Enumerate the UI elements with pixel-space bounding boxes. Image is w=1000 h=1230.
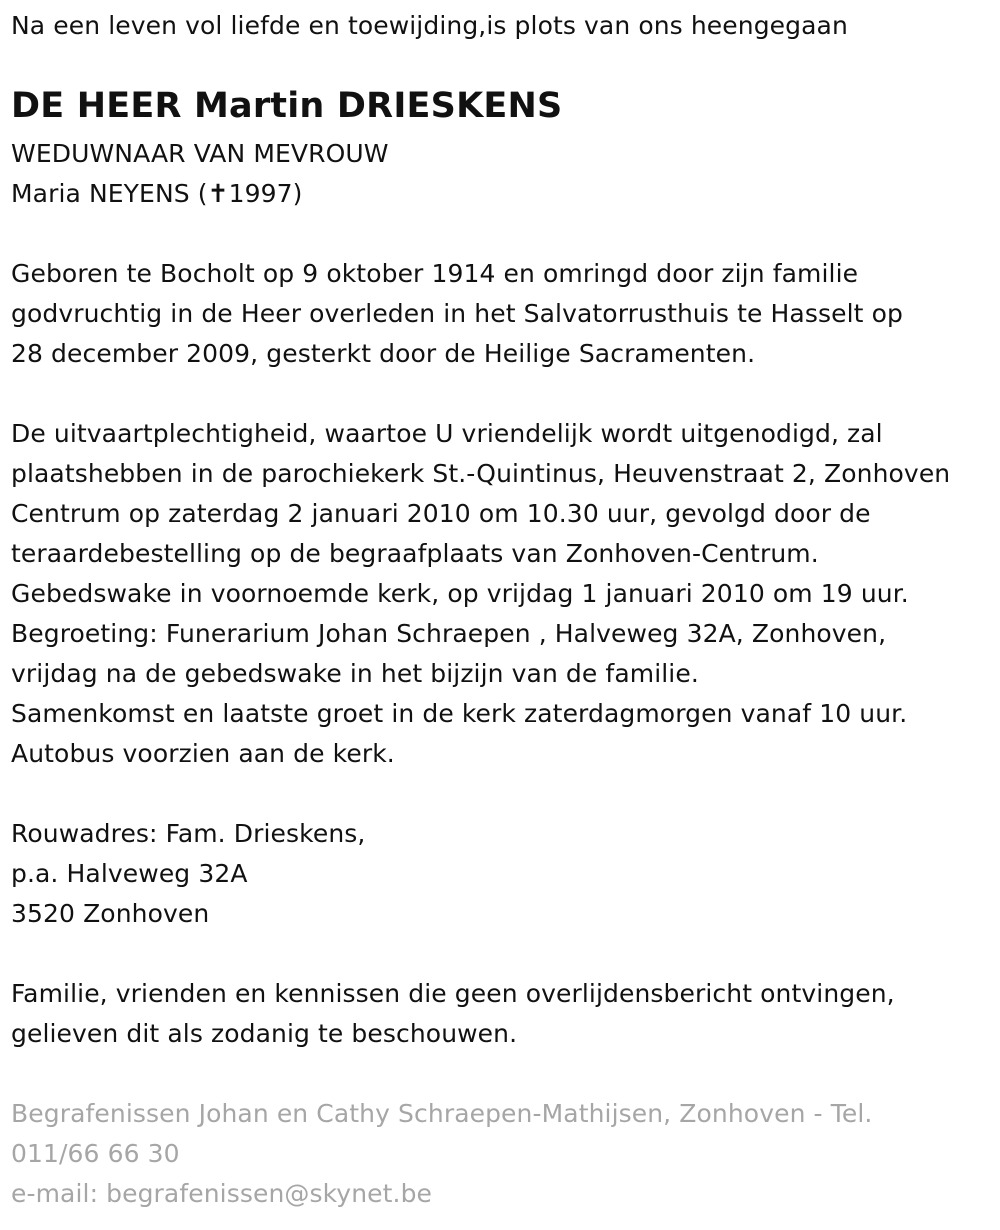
- footer-line: Begrafenissen Johan en Cathy Schraepen-Mathijsen, Zonhoven - Tel.: [11, 1099, 873, 1128]
- spouse-line: WEDUWNAAR VAN MEVROUW: [11, 139, 389, 168]
- paragraph-line: 28 december 2009, gesterkt door de Heilige Sacramenten.: [11, 339, 756, 368]
- footer-phone: 011/66 66 30: [11, 1139, 180, 1168]
- paragraph-line: gelieven dit als zodanig te beschouwen.: [11, 1019, 518, 1048]
- paragraph-line: vrijdag na de gebedswake in het bijzijn van de familie.: [11, 659, 699, 688]
- footer-email: e-mail: begrafenissen@skynet.be: [11, 1179, 433, 1208]
- spouse-block: [11, 134, 389, 214]
- paragraph-line: godvruchtig in de Heer overleden in het Salvatorrusthuis te Hasselt op: [11, 299, 903, 328]
- family-notice: [11, 974, 895, 1054]
- address-line: 3520 Zonhoven: [11, 899, 210, 928]
- paragraph-line: Begroeting: Funerarium Johan Schraepen , Halveweg 32A, Zonhoven,: [11, 619, 887, 648]
- paragraph-line: plaatshebben in de parochiekerk St.-Quintinus, Heuvenstraat 2, Zonhoven: [11, 459, 951, 488]
- funeral-home-footer: [11, 1094, 872, 1214]
- intro-text: Na een leven vol liefde en toewijding,is plots van ons heengegaan: [11, 11, 848, 40]
- address-line: p.a. Halveweg 32A: [11, 859, 248, 888]
- deceased-name: DE HEER Martin DRIESKENS: [11, 86, 563, 126]
- paragraph-line: Centrum op zaterdag 2 januari 2010 om 10.30 uur, gevolgd door de: [11, 499, 871, 528]
- paragraph-line: Geboren te Bocholt op 9 oktober 1914 en omringd door zijn familie: [11, 259, 859, 288]
- funeral-paragraph: [11, 414, 950, 774]
- mourning-address: [11, 814, 365, 934]
- paragraph-line: Familie, vrienden en kennissen die geen overlijdensbericht ontvingen,: [11, 979, 895, 1008]
- paragraph-line: Gebedswake in voornoemde kerk, op vrijdag 1 januari 2010 om 19 uur.: [11, 579, 909, 608]
- address-line: Rouwadres: Fam. Drieskens,: [11, 819, 366, 848]
- paragraph-line: De uitvaartplechtigheid, waartoe U vriendelijk wordt uitgenodigd, zal: [11, 419, 883, 448]
- paragraph-line: Samenkomst en laatste groet in de kerk zaterdagmorgen vanaf 10 uur.: [11, 699, 908, 728]
- paragraph-line: teraardebestelling op de begraafplaats van Zonhoven-Centrum.: [11, 539, 819, 568]
- spouse-line: Maria NEYENS (✝1997): [11, 179, 303, 208]
- paragraph-line: Autobus voorzien aan de kerk.: [11, 739, 395, 768]
- birth-death-paragraph: [11, 254, 903, 374]
